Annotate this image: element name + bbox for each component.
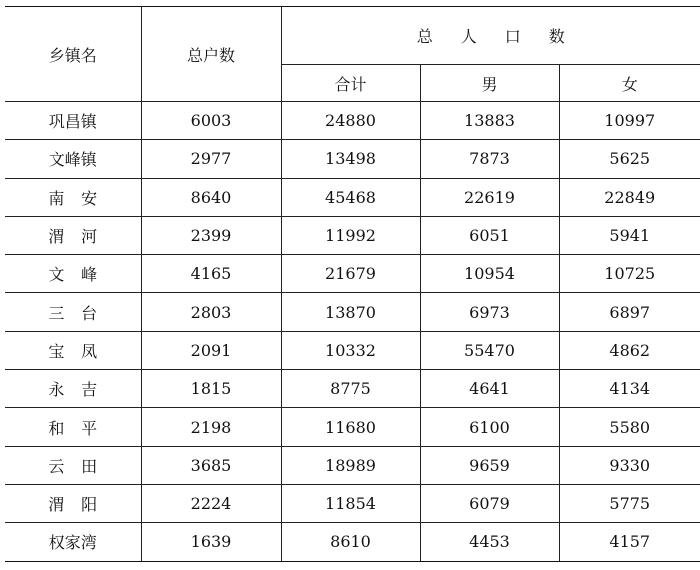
households-cell: 1815	[141, 370, 281, 408]
female-cell: 4134	[559, 370, 700, 408]
households-cell: 1639	[141, 523, 281, 561]
header-male: 男	[420, 65, 559, 102]
female-cell: 10997	[559, 102, 700, 140]
female-cell: 22849	[559, 178, 700, 216]
total-cell: 13498	[281, 140, 420, 178]
female-cell: 4157	[559, 523, 700, 561]
female-cell: 5775	[559, 484, 700, 522]
town-cell: 云田	[5, 446, 141, 484]
total-cell: 8775	[281, 370, 420, 408]
table-row	[5, 178, 700, 216]
male-cell: 4453	[420, 523, 559, 561]
town-cell: 永吉	[5, 370, 141, 408]
female-cell: 10725	[559, 255, 700, 293]
table-row	[5, 255, 700, 293]
total-cell: 45468	[281, 178, 420, 216]
population-table	[5, 6, 700, 562]
table-row	[5, 216, 700, 254]
female-cell: 5580	[559, 408, 700, 446]
male-cell: 6079	[420, 484, 559, 522]
total-cell: 11854	[281, 484, 420, 522]
total-cell: 11680	[281, 408, 420, 446]
households-cell: 2091	[141, 331, 281, 369]
male-cell: 13883	[420, 102, 559, 140]
total-cell: 21679	[281, 255, 420, 293]
male-cell: 6051	[420, 216, 559, 254]
households-cell: 2224	[141, 484, 281, 522]
households-cell: 2198	[141, 408, 281, 446]
table-row	[5, 102, 700, 140]
town-cell: 南安	[5, 178, 141, 216]
male-cell: 55470	[420, 331, 559, 369]
male-cell: 22619	[420, 178, 559, 216]
total-cell: 18989	[281, 446, 420, 484]
female-cell: 6897	[559, 293, 700, 331]
town-cell: 文峰	[5, 255, 141, 293]
households-cell: 2803	[141, 293, 281, 331]
town-cell: 和平	[5, 408, 141, 446]
header-total: 合计	[281, 65, 420, 102]
town-cell: 渭河	[5, 216, 141, 254]
male-cell: 6973	[420, 293, 559, 331]
town-cell: 权家湾	[5, 523, 141, 561]
households-cell: 4165	[141, 255, 281, 293]
table-body	[5, 102, 700, 562]
male-cell: 9659	[420, 446, 559, 484]
table-row	[5, 331, 700, 369]
total-cell: 11992	[281, 216, 420, 254]
female-cell: 5941	[559, 216, 700, 254]
total-cell: 10332	[281, 331, 420, 369]
town-cell: 三台	[5, 293, 141, 331]
town-cell: 文峰镇	[5, 140, 141, 178]
households-cell: 2977	[141, 140, 281, 178]
table-row	[5, 370, 700, 408]
female-cell: 5625	[559, 140, 700, 178]
total-cell: 13870	[281, 293, 420, 331]
total-cell: 8610	[281, 523, 420, 561]
table-row	[5, 523, 700, 561]
town-cell: 宝凤	[5, 331, 141, 369]
header-female: 女	[559, 65, 700, 102]
female-cell: 4862	[559, 331, 700, 369]
table-row	[5, 446, 700, 484]
total-cell: 24880	[281, 102, 420, 140]
households-cell: 6003	[141, 102, 281, 140]
population-table-container	[5, 6, 700, 562]
male-cell: 4641	[420, 370, 559, 408]
table-row	[5, 293, 700, 331]
header-households: 总户数	[141, 7, 281, 102]
table-row	[5, 408, 700, 446]
table-row	[5, 140, 700, 178]
male-cell: 7873	[420, 140, 559, 178]
town-cell: 渭阳	[5, 484, 141, 522]
female-cell: 9330	[559, 446, 700, 484]
header-population: 总人口数	[281, 7, 700, 65]
households-cell: 2399	[141, 216, 281, 254]
households-cell: 8640	[141, 178, 281, 216]
town-cell: 巩昌镇	[5, 102, 141, 140]
households-cell: 3685	[141, 446, 281, 484]
male-cell: 10954	[420, 255, 559, 293]
male-cell: 6100	[420, 408, 559, 446]
table-row	[5, 484, 700, 522]
header-town: 乡镇名	[5, 7, 141, 102]
